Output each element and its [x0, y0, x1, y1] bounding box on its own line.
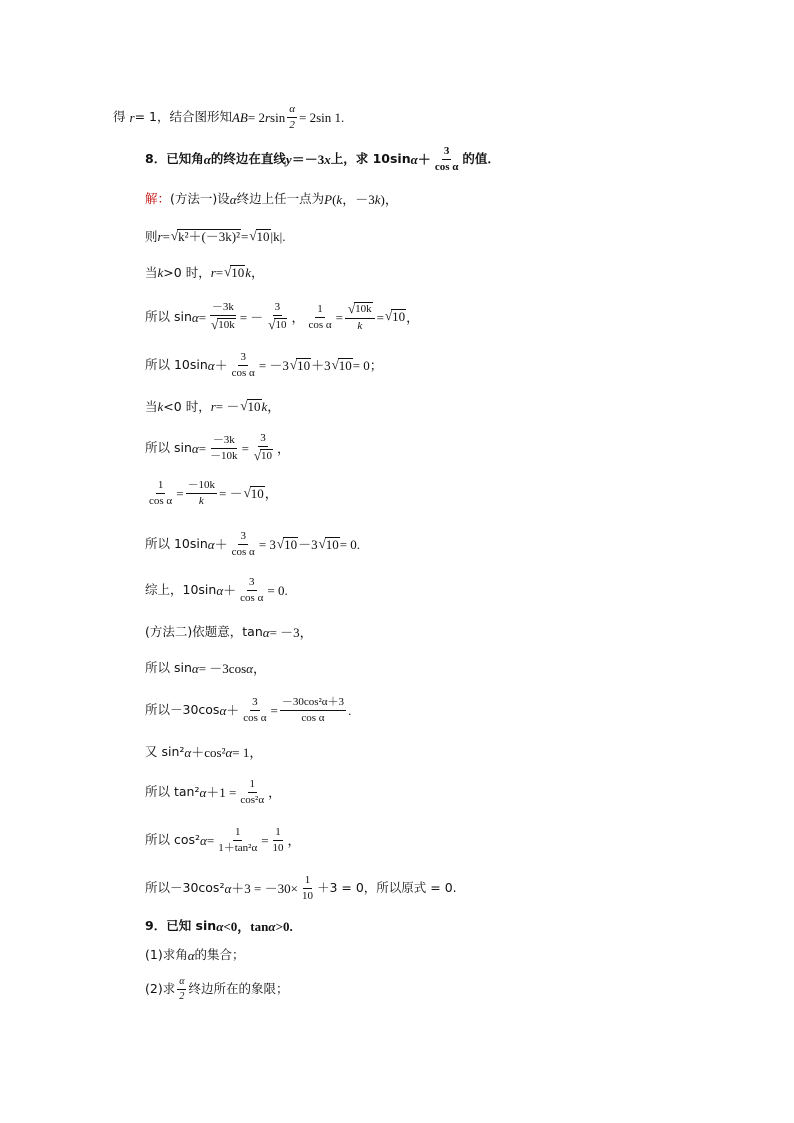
text-fragment: 所以 sin: [145, 439, 192, 455]
math-var: x: [324, 152, 331, 167]
math-text: = －: [215, 399, 240, 415]
text-fragment: 所以－30cos²: [145, 880, 225, 896]
math-text: ＋3: [311, 358, 331, 373]
math-var: P: [324, 192, 333, 207]
text-line: [145, 577, 288, 604]
math-text: ＋1 =: [206, 785, 237, 800]
square-root: √ 10: [276, 535, 298, 552]
text-fragment: 得: [113, 109, 126, 125]
fraction: [230, 531, 257, 558]
denominator: 10: [301, 890, 313, 902]
solution-label: 解：: [145, 191, 171, 207]
math-text: ＋: [223, 583, 237, 598]
denominator: 2: [179, 991, 185, 1002]
math-text: =: [215, 265, 224, 281]
fraction: [271, 827, 286, 854]
text-fragment: 又 sin²: [145, 744, 185, 760]
text-fragment: = 1，结合图形知: [134, 109, 232, 125]
fraction: [208, 435, 240, 462]
math-text: = －3cos: [198, 661, 247, 676]
math-text: =: [198, 309, 207, 325]
math-text: =: [261, 833, 269, 848]
math-var: α: [207, 537, 215, 552]
math-var: k: [336, 192, 343, 207]
text-fragment: 所以 sin: [145, 660, 192, 676]
radicand: 10: [250, 485, 264, 501]
math-text: =: [241, 229, 249, 245]
math-var: r: [129, 110, 135, 125]
math-text: ，: [264, 486, 278, 501]
numerator: －3k: [210, 302, 236, 316]
math-var: α: [262, 625, 270, 640]
denominator: √ 10k: [211, 317, 235, 332]
text-fragment: 则: [145, 228, 158, 244]
numerator: 3: [273, 302, 283, 316]
fraction: [280, 697, 346, 724]
numerator: √ 10k: [345, 302, 375, 319]
text-line: [145, 662, 266, 675]
solution-header: [145, 193, 398, 206]
radicand: k²＋(－3k)²: [178, 229, 241, 244]
numerator: 3: [238, 352, 248, 366]
numerator: －10k: [186, 480, 218, 494]
text-fragment: 的集合；: [194, 947, 245, 963]
fraction: [216, 827, 259, 854]
text-fragment: 综上，10sin: [145, 582, 217, 598]
math-text: = 3: [258, 537, 276, 552]
numerator: α: [287, 104, 297, 118]
denominator: √ 10: [268, 317, 287, 332]
math-var: k: [157, 399, 164, 415]
math-text: = －: [219, 486, 243, 501]
text-line: [145, 352, 383, 379]
question-9: [145, 920, 293, 933]
numerator: 3: [238, 531, 248, 545]
text-fragment: 所以 tan²: [145, 784, 200, 800]
denominator: cos²α: [240, 794, 265, 806]
math-var: α: [246, 661, 253, 676]
question-8: [145, 146, 500, 173]
square-root: √ 10: [240, 398, 261, 414]
math-text: .: [348, 703, 352, 718]
numerator: 1: [156, 480, 166, 494]
text-line: [145, 265, 264, 281]
radicand: 10: [325, 536, 339, 552]
radicand: 10: [275, 319, 287, 331]
math-var: α: [184, 745, 192, 760]
math-var: k: [261, 399, 268, 415]
fraction: [300, 875, 315, 902]
math-text: = －3: [258, 358, 289, 373]
square-root: √ 10: [249, 228, 270, 244]
math-text: =: [241, 440, 249, 456]
math-text: >0.: [275, 919, 293, 934]
math-text: |k|.: [270, 229, 286, 245]
text-fragment: 当: [145, 264, 158, 280]
numerator: 1: [303, 875, 313, 889]
fraction: [306, 304, 333, 331]
denominator: 1＋tan²α: [218, 842, 258, 854]
math-text: ＋: [214, 537, 228, 552]
denominator: cos α: [231, 367, 255, 379]
text-fragment: 所以 sin: [145, 308, 192, 324]
fraction: [287, 104, 297, 131]
math-var: α: [187, 948, 195, 963]
math-var: k: [245, 265, 252, 281]
math-var: AB: [231, 110, 248, 125]
math-text: = 1，: [232, 745, 263, 760]
math-var: α: [191, 309, 199, 325]
text-fragment: 终边上任一点为: [236, 191, 325, 207]
math-var: k: [374, 192, 381, 207]
math-text: ＋: [417, 152, 431, 167]
math-text: = 0；: [352, 358, 383, 373]
denominator: cos α: [240, 592, 264, 604]
text-line: [145, 746, 262, 759]
square-root: √ k²＋(－3k)²: [170, 228, 241, 244]
math-text: ＋3 = －30×: [231, 881, 298, 896]
math-var: α: [410, 152, 418, 167]
square-root: √ 10: [289, 356, 311, 373]
text-line: [145, 229, 285, 245]
math-var: α: [268, 919, 276, 934]
numerator: 3: [250, 697, 260, 711]
text-line: [145, 827, 301, 854]
numerator: －30cos²α＋3: [280, 697, 346, 711]
math-text: ，: [406, 309, 420, 325]
fraction: [345, 302, 375, 332]
math-text: = －: [239, 309, 264, 325]
denominator: cos α: [231, 546, 255, 558]
text-fragment: 8．已知角: [145, 151, 204, 167]
numerator: 3: [442, 146, 452, 160]
math-text: )，: [380, 192, 398, 207]
text-line: [145, 399, 280, 415]
text-fragment: (方法一)设: [170, 191, 230, 207]
math-var: r: [210, 399, 216, 415]
math-text: =: [270, 703, 278, 718]
square-root: √ 10: [318, 535, 339, 552]
math-text: = 2: [247, 110, 265, 125]
fraction: [230, 352, 257, 379]
denominator: cos α: [149, 495, 173, 507]
math-text: ，－3: [342, 192, 375, 207]
text-line: [145, 302, 419, 332]
math-text: = －3，: [269, 625, 313, 640]
fraction: [251, 433, 275, 463]
text-line: [145, 626, 313, 639]
math-text: sin: [270, 110, 286, 125]
math-text: <0，tan: [223, 919, 269, 934]
math-var: r: [157, 229, 163, 245]
math-text: ，: [277, 440, 291, 456]
text-fragment: 9．已知 sin: [145, 918, 217, 934]
fraction: [147, 480, 174, 507]
denominator: √ 10: [253, 448, 273, 463]
math-var: y: [285, 152, 292, 167]
denominator: k: [198, 495, 204, 507]
text-line: [145, 697, 351, 724]
radicand: 10: [256, 229, 270, 244]
square-root: √ 10: [224, 264, 245, 280]
math-var: α: [199, 785, 207, 800]
math-text: (: [332, 192, 337, 207]
denominator: cos α: [243, 712, 267, 724]
math-text: = 2sin 1.: [298, 110, 345, 125]
numerator: 1: [273, 827, 283, 841]
math-text: ，: [251, 265, 265, 281]
radicand: 10: [338, 357, 352, 373]
numerator: 3: [247, 577, 257, 591]
text-fragment: ＋3 = 0，所以原式 = 0.: [316, 880, 457, 896]
denominator: 2: [289, 119, 295, 131]
radicand: 10: [261, 450, 273, 462]
denominator: cos α: [308, 318, 332, 331]
fraction: [265, 302, 289, 332]
square-root: √ 10: [331, 356, 352, 373]
text-fragment: >0 时，: [163, 264, 211, 280]
math-var: α: [216, 919, 224, 934]
text-fragment: (1)求角: [145, 947, 188, 963]
text-fragment: 终边所在的象限；: [188, 981, 289, 997]
square-root: √ 10: [384, 308, 406, 325]
text-fragment: (方法二)依题意，tan: [145, 624, 263, 640]
math-text: ＋: [214, 358, 228, 373]
math-var: α: [207, 358, 215, 373]
math-var: r: [210, 265, 216, 281]
math-var: r: [264, 110, 271, 125]
text-fragment: 所以－30cos: [145, 702, 220, 718]
math-text: ，: [268, 785, 282, 800]
text-fragment: 所以 10sin: [145, 357, 208, 373]
math-text: = 0.: [339, 537, 361, 552]
numerator: 1: [315, 304, 325, 318]
math-text: =: [376, 309, 384, 325]
text-fragment: (2)求: [145, 981, 176, 997]
math-text: =: [176, 486, 184, 501]
text-fragment: <0 时，: [163, 398, 211, 414]
text-line: [145, 480, 278, 507]
math-text: ，: [291, 309, 305, 325]
radicand: 10: [231, 265, 245, 280]
radicand: 10k: [218, 319, 235, 331]
denominator: k: [357, 320, 363, 332]
fraction: [208, 302, 238, 332]
text-line: [145, 779, 281, 806]
denominator: cos α: [434, 161, 459, 173]
text-line: [145, 531, 360, 558]
numerator: α: [177, 977, 186, 990]
math-var: α: [224, 881, 232, 896]
radicand: 10k: [355, 303, 372, 315]
math-var: α: [203, 152, 211, 167]
fraction: [186, 480, 218, 507]
math-var: α: [229, 192, 237, 207]
math-text: =: [162, 229, 170, 245]
fraction: [433, 146, 461, 173]
math-var: α: [216, 583, 224, 598]
math-var: k: [157, 265, 164, 281]
math-text: =: [335, 309, 343, 325]
math-text: －3: [298, 537, 318, 552]
radicand: 10: [284, 536, 298, 552]
denominator: 10: [272, 842, 284, 854]
denominator: cos α: [301, 712, 325, 724]
radicand: 10: [297, 357, 311, 373]
denominator: －10k: [210, 449, 238, 462]
math-text: ，: [287, 833, 301, 848]
text-line: [145, 875, 457, 902]
math-var: α: [219, 703, 227, 718]
numerator: －3k: [211, 435, 237, 449]
text-fragment: 的值．: [462, 151, 500, 167]
fraction: [177, 977, 186, 1002]
math-var: α: [191, 661, 199, 676]
numerator: 1: [248, 779, 258, 793]
math-var: α: [225, 745, 233, 760]
text-fragment: 当: [145, 398, 158, 414]
text-fragment: 所以 10sin: [145, 536, 208, 552]
math-text: ，: [252, 661, 266, 676]
math-text: ＋: [226, 703, 240, 718]
text-fragment: 的终边在直线: [210, 151, 286, 167]
text-line: [145, 433, 290, 463]
math-text: ＋cos²: [191, 745, 226, 760]
radicand: 10: [247, 399, 261, 414]
fraction: [241, 697, 268, 724]
question-9-part-1: [145, 949, 245, 962]
text-line: [113, 104, 344, 131]
radicand: 10: [392, 309, 406, 325]
math-text: ，: [267, 399, 281, 415]
math-text: =: [198, 440, 207, 456]
question-9-part-2: [145, 977, 288, 1002]
numerator: 3: [258, 433, 268, 447]
fraction: [238, 577, 265, 604]
square-root: √ 10: [243, 484, 264, 501]
math-text: = 0.: [267, 583, 288, 598]
math-text: ＝－3: [291, 152, 325, 167]
text-fragment: 上，求 10sin: [330, 151, 411, 167]
fraction: [238, 779, 266, 806]
math-var: α: [191, 440, 199, 456]
numerator: 1: [233, 827, 243, 841]
math-var: α: [200, 833, 207, 848]
math-text: =: [206, 833, 215, 848]
text-fragment: 所以 cos²: [145, 832, 201, 848]
